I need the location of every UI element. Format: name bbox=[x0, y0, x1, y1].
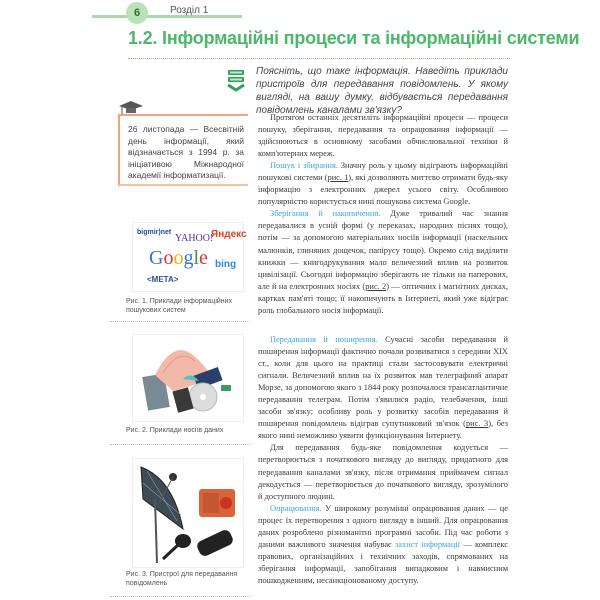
figure-1 bbox=[118, 222, 250, 322]
question-prompt: Поясніть, що таке інформація. Наведіть приклади пристроїв для передавання повідомлень. У якому вигляді, на вашу думку, відбувається передавання повідомлень каналами зв'язку? bbox=[256, 66, 508, 116]
logo-google: Google bbox=[149, 247, 208, 269]
title-divider bbox=[128, 58, 510, 59]
figure-2-link[interactable]: рис. 2 bbox=[365, 281, 387, 291]
paragraph-storage: Зберігання й накопичення. Дуже тривалий час знання передавалися в усній формі (у переказах, народних піснях тощо), потім — за допомогою матеріальних носіїв інформації (наскельних малюнків, глиняних дощечок, папірусу тощо). Окремо слід виділити книжки — книгодрукування мало величезний вплив на розвиток цивілізації. Сьогодні інформацію зберігають не тільки на паперових, але й на електронних носіях (рис. 2) — оптичних і магнітних дисках, картках пам'яті тощо; її накопичують в Інтернеті, який уже відіграє роль глобального носія інформації. bbox=[258, 209, 508, 315]
figure-divider bbox=[110, 596, 250, 597]
paragraph-encoding: Для передавання будь-яке повідомлення кодується — перетворюється з початкового вигляду до вигляду, придатного для передавання каналами зв'язку, після отримання приймачем сигнал декодується — перетворюється до початкового вигляду, зрозумілого й доступного людині. bbox=[258, 443, 508, 501]
logo-bing: bing bbox=[215, 259, 237, 270]
section-label: Розділ 1 bbox=[170, 5, 209, 16]
body-text-3 bbox=[258, 503, 508, 587]
communication-devices-image bbox=[132, 458, 244, 568]
figure-1-link[interactable]: рис. 1 bbox=[327, 173, 349, 183]
info-note: 26 листопада — Всесвітній день інформації, який відзначається з 1994 р. за ініціативою Міжнародної академії інформатизації. bbox=[118, 114, 248, 186]
logo-meta: <META> bbox=[147, 275, 179, 284]
logo-yandex: Яндекс bbox=[211, 229, 247, 240]
search-engines-image bbox=[132, 222, 247, 292]
paragraph-intro: Протягом останніх десятиліть інформаційні процеси — процеси пошуку, зберігання, передавання та опрацювання інформації — здійснюються в основному засобами обчислювальної техніки й комп'ютерних мереж. bbox=[258, 113, 508, 159]
term-processing: Опрацювання. bbox=[270, 504, 322, 513]
logo-bigmir: bigmir)net bbox=[137, 229, 172, 236]
figure-1-caption: Рис. 1. Приклади інформаційних пошукових систем bbox=[126, 298, 233, 314]
figure-3-link[interactable]: рис. 3 bbox=[465, 419, 489, 429]
paragraph-search: Пошук і збирання. Значну роль у цьому відіграють інформаційні пошукові системи (рис. 1), які дозволяють миттєво отримати будь-яку інформацію з електронних джерел усього світу. Особливою популярністю користується нині пошукова система Google. bbox=[258, 161, 508, 207]
paragraph-transfer: Передавання й поширення. Сучасні засоби передавання й поширення інформації фактично почали розвиватися з середини XIX ст., коли для цього на практиці стали застосовувати електричні сигнали. Величезний вплив на їх розвиток мав телеграфний апарат Морзе, за допомогою якого з 1844 року розпочалося трансатлантичне передавання телеграм. Потім з'явилися радіо, телебачення, інші засоби зв'язку; особливу роль у розвитку засобів передавання й поширення повідомлень відіграв супутниковий зв'язок (рис. 3), без якого нині неможливо уявити функціонування Інтернету. bbox=[258, 335, 508, 441]
figure-3-caption: Рис. 3. Пристрої для передавання повідомлень bbox=[126, 571, 238, 587]
data-carriers-image bbox=[132, 334, 244, 422]
page-title: 1.2. Інформаційні процеси та інформаційні системи bbox=[128, 28, 580, 48]
header-rule bbox=[92, 15, 242, 18]
term-transfer: Передавання й поширення. bbox=[270, 335, 378, 344]
figure-divider bbox=[110, 321, 250, 322]
logo-yahoo: YAHOO! bbox=[175, 233, 214, 244]
figure-divider bbox=[110, 444, 250, 445]
figure-2-caption: Рис. 2. Приклади носіїв даних bbox=[126, 427, 224, 434]
term-search: Пошук і збирання. bbox=[270, 161, 338, 171]
term-storage: Зберігання й накопичення. bbox=[270, 209, 381, 219]
term-protection: захист інформації bbox=[395, 540, 460, 550]
body-text bbox=[258, 112, 508, 317]
books-stack-icon bbox=[226, 68, 248, 94]
figure-3 bbox=[118, 452, 250, 592]
figure-2 bbox=[118, 330, 250, 440]
body-text-2 bbox=[258, 334, 508, 503]
paragraph-processing: Опрацювання. У широкому розумінні опрацювання даних — це процес їх перетворення з одного вигляду в інший. Для опрацювання даних розроблено різноманітні програмні засоби. Під час роботи з даними важливого значення набуває захист інформації — комплекс правових, організаційних і технічних заходів, спрямованих на зберігання інформації, запобігання випадковим і навмисним пошкодженням, несанкціонованому доступу. bbox=[258, 504, 508, 586]
page-number-badge: 6 bbox=[126, 2, 148, 24]
